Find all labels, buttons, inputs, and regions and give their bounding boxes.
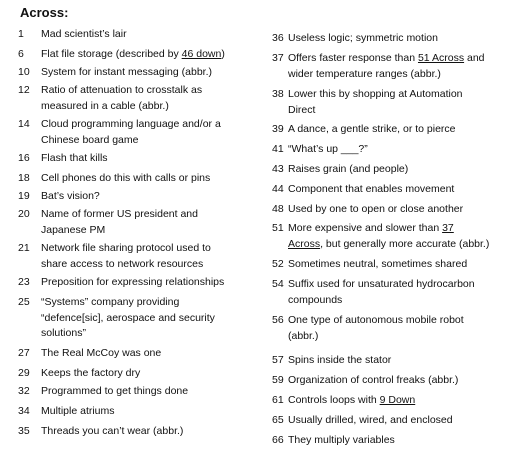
clue-text (41, 47, 225, 63)
clue-line: More expensive and slower than 37 (288, 222, 454, 234)
clue-line: measured in a cable (abbr.) (41, 99, 169, 112)
clue-text (288, 202, 463, 218)
clue-line: Usually drilled, wired, and enclosed (288, 414, 453, 426)
clue-text (41, 151, 108, 167)
clue-number: 66 (272, 434, 284, 446)
clue-number: 44 (272, 183, 284, 195)
clue-line: Organization of control freaks (abbr.) (288, 374, 459, 386)
clue-line: Used by one to open or close another (288, 203, 464, 215)
clue-number: 52 (272, 258, 284, 270)
clue-number: 25 (18, 296, 30, 308)
clue-number: 27 (18, 347, 30, 359)
clue-line: They multiply variables (288, 434, 395, 446)
clue-line: Ratio of attenuation to crosstalk as (41, 84, 203, 96)
clue-number: 61 (272, 394, 284, 406)
clue-text (41, 424, 183, 440)
clue-line: A dance, a gentle strike, or to pierce (288, 123, 456, 135)
clue-line: Chinese board game (41, 133, 139, 146)
clue-text (288, 31, 438, 47)
clue-cross-reference: 9 Down (379, 394, 416, 406)
clue-line: Programmed to get things done (41, 385, 189, 397)
across-heading: Across: (20, 5, 69, 20)
clue-line: wider temperature ranges (abbr.) (288, 67, 441, 80)
clue-line: Preposition for expressing relationships (41, 276, 225, 288)
clue-line: (abbr.) (288, 329, 319, 342)
clue-line: Flat file storage (described by 46 down) (41, 48, 225, 60)
clue-line: Across, but generally more accurate (abbr.) (288, 237, 490, 250)
clue-line: System for instant messaging (abbr.) (41, 66, 212, 78)
clue-number: 20 (18, 208, 30, 220)
clue-text (41, 404, 115, 420)
clue-text (41, 27, 127, 43)
clue-text (288, 221, 489, 252)
clue-line: Suffix used for unsaturated hydrocarbon (288, 278, 475, 290)
clue-number: 65 (272, 414, 284, 426)
clue-text (41, 171, 210, 187)
clue-line: “Systems” company providing (41, 296, 180, 308)
clue-text (41, 241, 211, 272)
clue-number: 19 (18, 190, 30, 202)
clue-line: “defence[sic], aerospace and security (41, 311, 215, 324)
clue-line: Flash that kills (41, 152, 108, 164)
clue-text (288, 122, 456, 138)
clue-text (288, 353, 391, 369)
clue-number: 10 (18, 66, 30, 78)
clue-line: Name of former US president and (41, 208, 198, 220)
clue-number: 32 (18, 385, 30, 397)
clue-line: Controls loops with 9 Down (288, 394, 416, 406)
clue-number: 48 (272, 203, 284, 215)
clue-text (41, 275, 224, 291)
clue-text (288, 182, 454, 198)
clue-text (288, 373, 458, 389)
clue-line: Bat’s vision? (41, 190, 100, 202)
clue-text (288, 257, 467, 273)
clue-number: 34 (18, 405, 30, 417)
clue-number: 54 (272, 278, 284, 290)
clue-line: Network file sharing protocol used to (41, 242, 211, 254)
clue-number: 51 (272, 222, 284, 234)
clue-cross-reference: Across (288, 237, 321, 250)
clue-number: 18 (18, 172, 30, 184)
clue-text (41, 189, 100, 205)
clue-number: 1 (18, 28, 24, 40)
clue-number: 35 (18, 425, 30, 437)
clue-line: Useless logic; symmetric motion (288, 32, 438, 44)
clue-text (41, 384, 188, 400)
clue-line: The Real McCoy was one (41, 347, 162, 359)
clue-cross-reference: 37 (442, 222, 454, 234)
clue-line: Offers faster response than 51 Across and (288, 52, 485, 64)
clue-text (288, 51, 485, 82)
clue-number: 39 (272, 123, 284, 135)
clue-line: compounds (288, 293, 343, 306)
clue-number: 29 (18, 367, 30, 379)
clue-line: Lower this by shopping at Automation (288, 88, 463, 100)
clue-line: Mad scientist’s lair (41, 28, 127, 40)
clue-text (288, 393, 415, 409)
clue-number: 36 (272, 32, 284, 44)
clue-text (288, 162, 408, 178)
clue-line: Direct (288, 103, 316, 116)
clue-text (41, 366, 140, 382)
clue-number: 37 (272, 52, 284, 64)
clue-number: 16 (18, 152, 30, 164)
clue-number: 57 (272, 354, 284, 366)
clue-line: Threads you can’t wear (abbr.) (41, 425, 184, 437)
clue-line: Spins inside the stator (288, 354, 392, 366)
clue-cross-reference: 46 down (181, 48, 222, 60)
clue-line: Sometimes neutral, sometimes shared (288, 258, 468, 270)
clue-line: Multiple atriums (41, 405, 115, 417)
clue-number: 59 (272, 374, 284, 386)
clue-text (288, 413, 453, 429)
clue-text (41, 65, 212, 81)
clue-text (288, 87, 463, 118)
clue-line: Japanese PM (41, 223, 106, 236)
clue-number: 56 (272, 314, 284, 326)
clue-number: 41 (272, 143, 284, 155)
clue-text (41, 346, 161, 362)
clue-line: Keeps the factory dry (41, 367, 141, 379)
clue-line: “What’s up ___?” (288, 143, 368, 155)
clue-text (288, 313, 464, 344)
clue-line: Cell phones do this with calls or pins (41, 172, 211, 184)
clue-text (41, 117, 221, 148)
clue-line: Cloud programming language and/or a (41, 118, 221, 130)
clue-number: 38 (272, 88, 284, 100)
clue-text (41, 83, 202, 114)
clue-number: 21 (18, 242, 30, 254)
clue-number: 23 (18, 276, 30, 288)
clue-number: 14 (18, 118, 30, 130)
clue-number: 6 (18, 48, 24, 60)
clue-number: 43 (272, 163, 284, 175)
clue-text (288, 277, 475, 308)
clue-text (41, 295, 215, 342)
clue-line: Component that enables movement (288, 183, 455, 195)
clue-text (41, 207, 198, 238)
clue-line: solutions” (41, 327, 86, 339)
clue-line: One type of autonomous mobile robot (288, 314, 464, 326)
clue-text (288, 433, 395, 449)
clue-line: share access to network resources (41, 257, 204, 270)
clue-number: 12 (18, 84, 30, 96)
clue-text (288, 142, 368, 158)
clue-line: Raises grain (and people) (288, 163, 409, 175)
clue-cross-reference: 51 Across (417, 52, 465, 64)
